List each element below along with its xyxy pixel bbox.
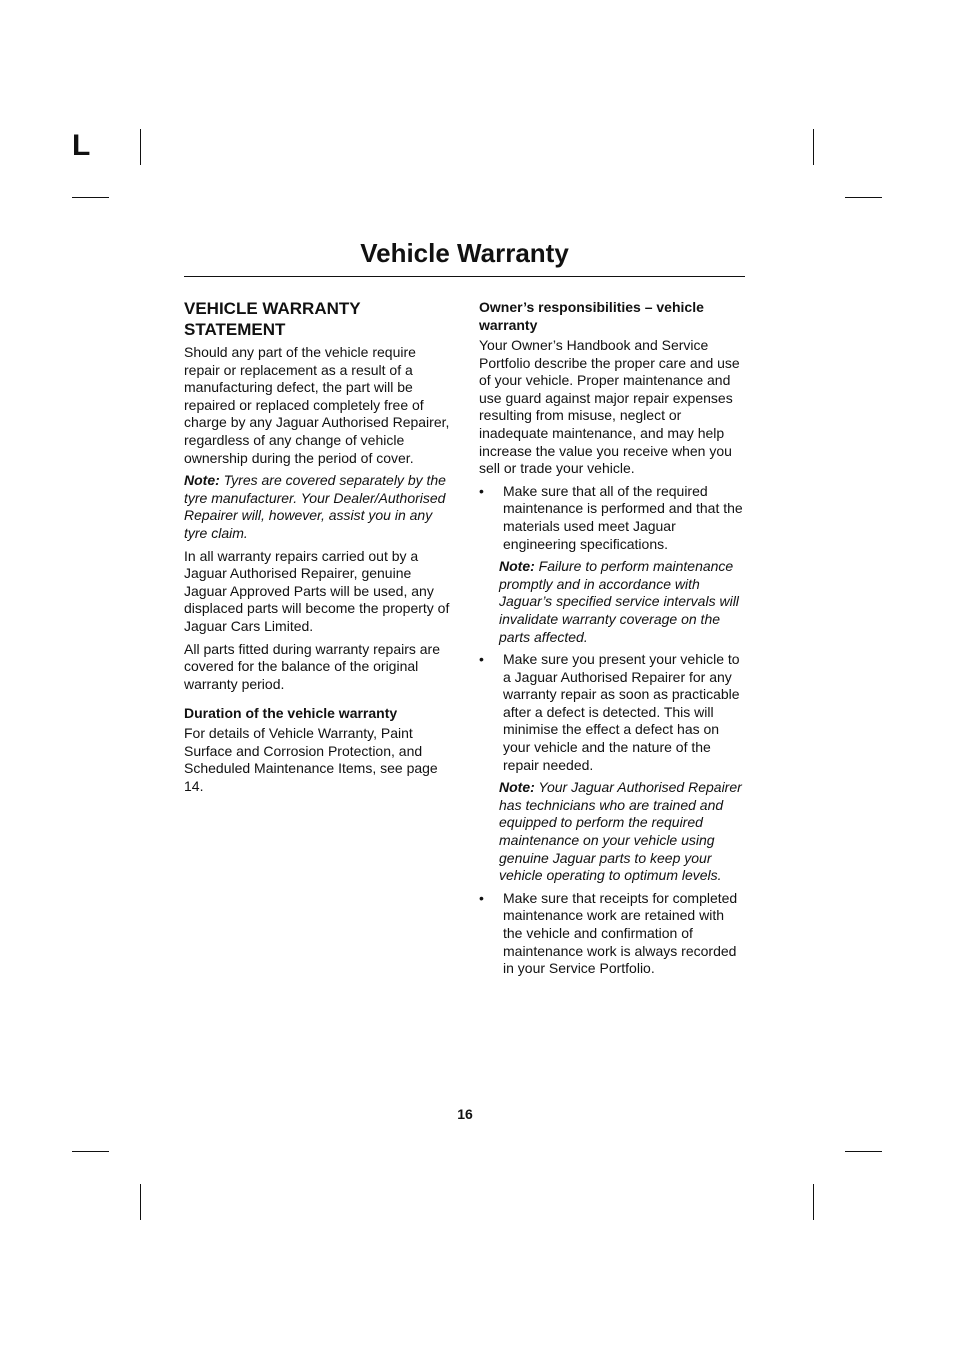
note-label: Note: (499, 558, 535, 575)
list-item-text: Make sure you present your vehicle to a Jaguar Authorised Repairer for any warranty repair as soon as practicable after a defect is detected. This will minimise the effect a defect has on your vehicle and the nature of the repair needed. (503, 651, 740, 773)
page-title: Vehicle Warranty (360, 238, 569, 268)
bullet-icon: • (479, 482, 484, 499)
warranty-statement-heading: VEHICLE WARRANTY STATEMENT (184, 299, 361, 339)
crop-mark-bottom-right-horizontal (845, 1151, 882, 1152)
responsibilities-list (479, 890, 745, 978)
note-text: Tyres are covered separately by the tyre manufacturer. Your Dealer/Authorised Repairer will, however, assist you in any tyre claim. (184, 472, 446, 541)
responsibilities-list (479, 483, 745, 553)
list-item (479, 651, 745, 774)
tyre-note (184, 472, 450, 542)
technicians-note (499, 779, 745, 885)
crop-mark-top-left-vertical (140, 129, 141, 165)
section-marker-letter: L (72, 129, 91, 162)
title-divider (184, 276, 745, 277)
duration-subheading: Duration of the vehicle warranty (184, 705, 398, 722)
crop-mark-top-right-horizontal (845, 197, 882, 198)
bullet-icon: • (479, 651, 484, 668)
page-number: 16 (457, 1106, 473, 1122)
approved-parts-paragraph: In all warranty repairs carried out by a Jaguar Authorised Repairer, genuine Jaguar Approved Parts will be used, any displaced parts will become the property of Jaguar Cars Limited. (184, 547, 450, 634)
crop-mark-top-right-vertical (813, 129, 814, 165)
responsibilities-list (479, 651, 745, 774)
note-text: Your Jaguar Authorised Repairer has technicians who are trained and equipped to perform the required maintenance on your vehicle using genuine Jaguar parts to keep your vehicle operating to optimum levels. (499, 779, 742, 884)
crop-mark-top-left-horizontal (72, 197, 109, 198)
owner-responsibilities-subheading: Owner’s responsibilities – vehicle warranty (479, 299, 704, 333)
list-item-text: Make sure that receipts for completed maintenance work are retained with the vehicle and confirmation of maintenance work is always recorded in your Service Portfolio. (503, 889, 738, 977)
crop-mark-bottom-right-vertical (813, 1184, 814, 1220)
maintenance-note (499, 558, 745, 646)
warranty-statement-paragraph: Should any part of the vehicle require repair or replacement as a result of a manufacturing defect, the part will be repaired or replaced completely free of charge by any Jaguar Authorised Repairer, regardless of any change of vehicle ownership during the period of cover. (184, 344, 450, 466)
right-column (479, 298, 745, 983)
note-label: Note: (499, 779, 535, 796)
left-column (184, 298, 450, 801)
parts-coverage-paragraph: All parts fitted during warranty repairs are covered for the balance of the original warranty period. (184, 640, 440, 692)
list-item (479, 890, 745, 978)
bullet-icon: • (479, 889, 484, 906)
note-label: Note: (184, 472, 220, 489)
list-item (479, 483, 745, 553)
duration-paragraph: For details of Vehicle Warranty, Paint Surface and Corrosion Protection, and Scheduled Maintenance Items, see page 14. (184, 725, 438, 795)
crop-mark-bottom-left-vertical (140, 1184, 141, 1220)
note-text: Failure to perform maintenance promptly and in accordance with Jaguar’s specified service intervals will invalidate warranty coverage on the parts affected. (499, 558, 739, 645)
list-item-text: Make sure that all of the required maintenance is performed and that the materials used meet Jaguar engineering specifications. (503, 482, 743, 552)
crop-mark-bottom-left-horizontal (72, 1151, 109, 1152)
owner-responsibilities-intro: Your Owner’s Handbook and Service Portfolio describe the proper care and use of your vehicle. Proper maintenance and use guard against major repair expenses resulting from misuse, neglect or inadequate maintenance, and may help increase the value you receive when you sell or trade your vehicle. (479, 337, 740, 477)
